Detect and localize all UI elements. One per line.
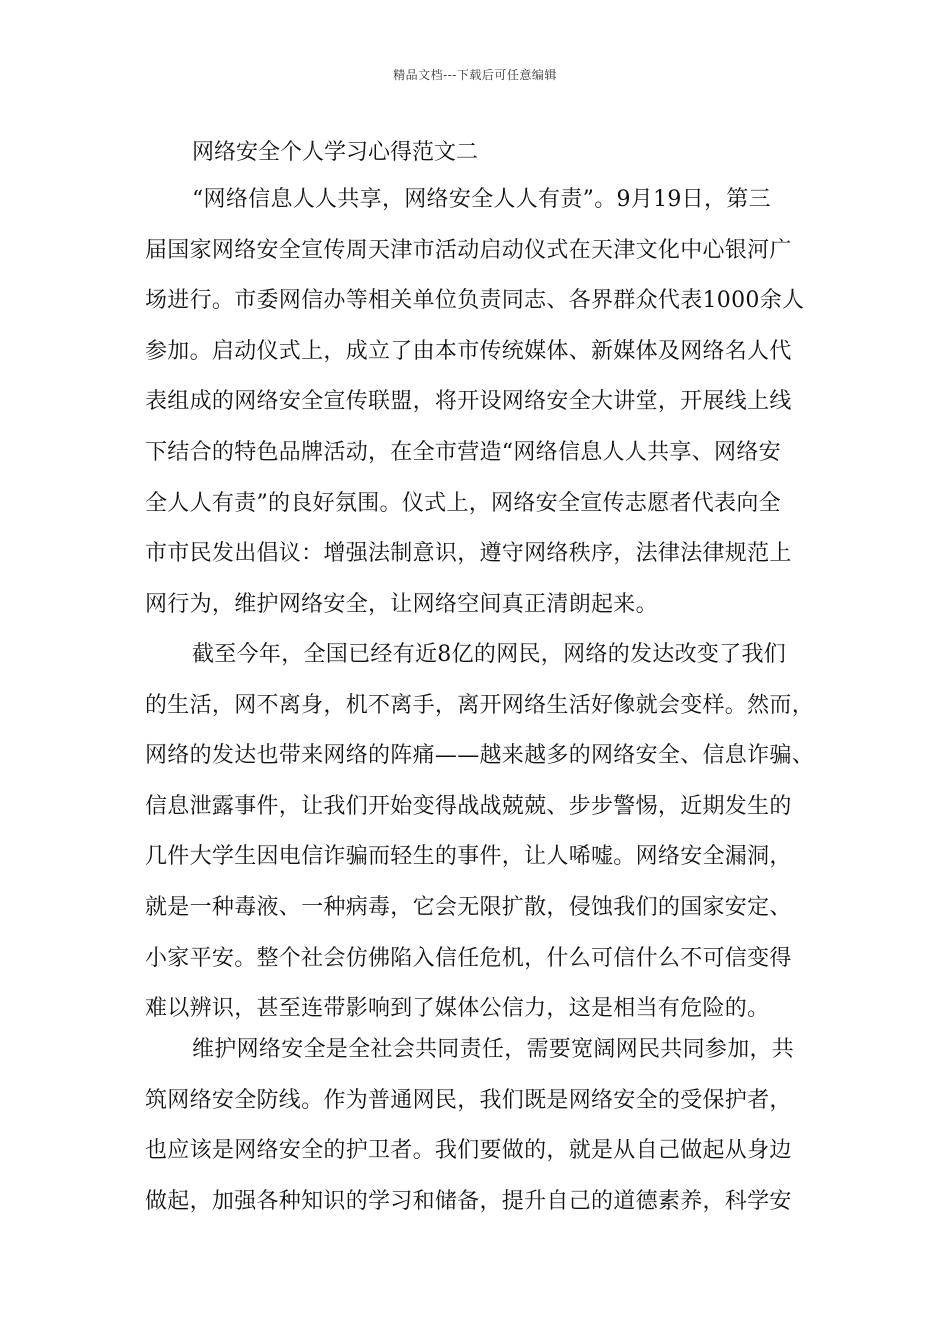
text-line: 的生活，网不离身，机不离手，离开网络生活好像就会变样。然而， <box>145 692 815 718</box>
text-line: 筑网络安全防线。作为普通网民，我们既是网络安全的受保护者， <box>145 1087 792 1113</box>
text-line: 全人人有责”的良好氛围。仪式上，网络安全宣传志愿者代表向全 <box>145 490 781 516</box>
text-line: 网行为，维护网络安全，让网络空间真正清朗起来。 <box>145 591 658 617</box>
text-line: 难以辨识，甚至连带影响到了媒体公信力，这是相当有危险的。 <box>145 996 770 1022</box>
text-line: 下结合的特色品牌活动，在全市营造“网络信息人人共享、网络安 <box>145 439 781 465</box>
text-line: 小家平安。整个社会仿佛陷入信任危机，什么可信什么不可信变得 <box>145 945 792 971</box>
text-line: 也应该是网络安全的护卫者。我们要做的，就是从自己做起从身边 <box>145 1138 792 1164</box>
paragraph-3 <box>145 1034 845 1236</box>
paragraph-2 <box>145 639 845 1044</box>
text-line: 参加。启动仪式上，成立了由本市传统媒体、新媒体及网络名人代 <box>145 338 792 364</box>
text-line: 截至今年，全国已经有近8亿的网民，网络的发达改变了我们 <box>192 642 787 667</box>
text-line: “网络信息人人共享，网络安全人人有责”。9月19日，第三 <box>192 187 771 212</box>
text-line: 维护网络安全是全社会共同责任，需要宽阔网民共同参加，共 <box>192 1037 795 1062</box>
page-header: 精品文档---下载后可任意编辑 <box>393 68 557 82</box>
paragraph-1 <box>145 184 845 639</box>
text-line: 市市民发出倡议：增强法制意识，遵守网络秩序，法律法律规范上 <box>145 541 792 567</box>
text-line: 届国家网络安全宣传周天津市活动启动仪式在天津文化中心银河广 <box>145 237 792 263</box>
text-line: 网络的发达也带来网络的阵痛——越来越多的网络安全、信息诈骗、 <box>145 743 815 769</box>
text-line: 表组成的网络安全宣传联盟，将开设网络安全大讲堂，开展线上线 <box>145 389 792 415</box>
text-line: 就是一种毒液、一种病毒，它会无限扩散，侵蚀我们的国家安定、 <box>145 894 792 920</box>
text-line: 做起，加强各种知识的学习和储备，提升自己的道德素养，科学安 <box>145 1188 792 1214</box>
text-line: 场进行。市委网信办等相关单位负责同志、各界群众代表1000余人 <box>145 288 805 314</box>
document-title: 网络安全个人学习心得范文二 <box>192 140 479 165</box>
text-line: 几件大学生因电信诈骗而轻生的事件，让人唏嘘。网络安全漏洞， <box>145 844 792 870</box>
text-line: 信息泄露事件，让我们开始变得战战兢兢、步步警惕，近期发生的 <box>145 793 792 819</box>
